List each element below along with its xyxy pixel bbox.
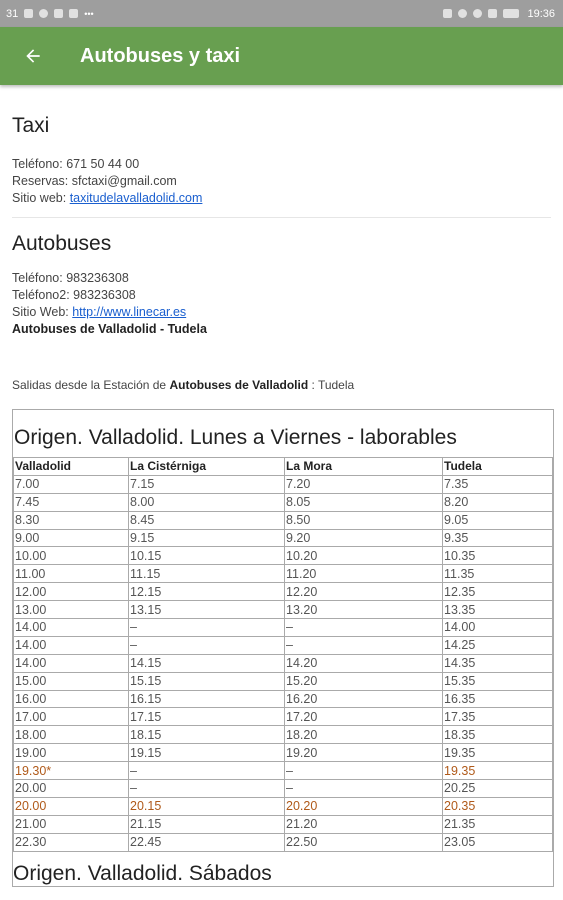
header-la-mora: La Mora (285, 458, 443, 476)
table-cell: 11.15 (129, 565, 285, 583)
table-cell: 19.35 (443, 762, 553, 780)
mail-icon (54, 9, 63, 18)
bus-web-label: Sitio Web: (12, 305, 69, 319)
table-row (14, 547, 553, 565)
table-row (14, 493, 553, 511)
table-cell: 8.45 (129, 511, 285, 529)
table-cell: 17.20 (285, 708, 443, 726)
table-cell: 7.00 (14, 475, 129, 493)
table-row (14, 762, 553, 780)
table-cell: 11.20 (285, 565, 443, 583)
table-cell: 11.00 (14, 565, 129, 583)
autobuses-title: Autobuses (12, 232, 112, 255)
taxi-info (12, 156, 551, 207)
table-cell: 20.00 (14, 780, 129, 798)
table-row (14, 636, 553, 654)
bus-phone2[interactable]: 983236308 (73, 288, 136, 302)
table-row (14, 690, 553, 708)
table-cell: 19.20 (285, 744, 443, 762)
table-cell: 10.20 (285, 547, 443, 565)
table-cell: 15.20 (285, 672, 443, 690)
bus-phone[interactable]: 983236308 (66, 271, 129, 285)
table-cell: – (129, 762, 285, 780)
header-la-cisterniga: La Cistérniga (129, 458, 285, 476)
table-cell: 7.35 (443, 475, 553, 493)
table-row (14, 511, 553, 529)
taxi-web-link[interactable]: taxitudelavalladolid.com (69, 191, 203, 205)
table-cell: 14.15 (129, 654, 285, 672)
table-cell: 18.00 (14, 726, 129, 744)
table-cell: 23.05 (443, 833, 553, 851)
table-cell: 14.20 (285, 654, 443, 672)
whatsapp-icon (39, 9, 48, 18)
bus-web-line (12, 304, 551, 321)
table-cell: – (129, 780, 285, 798)
table-cell: 19.00 (14, 744, 129, 762)
table-cell: 11.35 (443, 565, 553, 583)
battery-icon (503, 9, 519, 18)
table-cell: 21.00 (14, 815, 129, 833)
taxi-title: Taxi (12, 114, 50, 137)
table-row (14, 654, 553, 672)
table-row (14, 672, 553, 690)
table-cell: 8.20 (443, 493, 553, 511)
table-cell: – (129, 619, 285, 637)
table-row (14, 565, 553, 583)
main-content (0, 85, 563, 887)
bus-web-link[interactable]: http://www.linecar.es (72, 305, 187, 319)
next-schedule-title: Origen. Valladolid. Sábados (13, 861, 272, 885)
schedule-table-container (12, 409, 554, 887)
table-cell: 9.20 (285, 529, 443, 547)
table-row (14, 780, 553, 798)
table-row (14, 726, 553, 744)
table-cell: 17.00 (14, 708, 129, 726)
taxi-phone-line (12, 156, 551, 173)
bus-company: Autobuses de Valladolid - Tudela (12, 322, 207, 336)
table-cell: 12.20 (285, 583, 443, 601)
more-icon: ••• (84, 8, 94, 19)
table-cell: 14.00 (14, 636, 129, 654)
table-cell: 15.15 (129, 672, 285, 690)
table-cell: 17.35 (443, 708, 553, 726)
table-cell: 21.35 (443, 815, 553, 833)
table-cell: 12.00 (14, 583, 129, 601)
table-cell: 9.00 (14, 529, 129, 547)
table-row (14, 601, 553, 619)
mute-icon (443, 9, 452, 18)
alarm-icon (458, 9, 467, 18)
table-cell: 15.35 (443, 672, 553, 690)
table-cell: 22.30 (14, 833, 129, 851)
table-cell: – (129, 636, 285, 654)
table-row (14, 815, 553, 833)
table-cell: 13.35 (443, 601, 553, 619)
table-cell: 18.15 (129, 726, 285, 744)
table-cell: – (285, 762, 443, 780)
table-row (14, 708, 553, 726)
table-cell: 16.00 (14, 690, 129, 708)
table-cell: 18.20 (285, 726, 443, 744)
clock: 19:36 (527, 7, 555, 20)
taxi-phone[interactable]: 671 50 44 00 (66, 157, 140, 171)
table-cell: 21.20 (285, 815, 443, 833)
table-cell: 20.15 (129, 797, 285, 815)
wifi-icon (473, 9, 482, 18)
table-cell: 14.25 (443, 636, 553, 654)
table-cell: 16.35 (443, 690, 553, 708)
bus-phone2-line (12, 287, 551, 304)
table-cell: 20.20 (285, 797, 443, 815)
header-valladolid: Valladolid (14, 458, 129, 476)
table-cell: 19.35 (443, 744, 553, 762)
schedule-body (14, 475, 553, 851)
table-cell: 14.00 (443, 619, 553, 637)
table-cell: 14.35 (443, 654, 553, 672)
table-cell: 7.45 (14, 493, 129, 511)
table-cell: 10.00 (14, 547, 129, 565)
app-bar-title: Autobuses y taxi (80, 44, 241, 67)
table-cell: – (285, 636, 443, 654)
table-row (14, 744, 553, 762)
table-cell: – (285, 780, 443, 798)
table-cell: 13.00 (14, 601, 129, 619)
table-cell: 12.15 (129, 583, 285, 601)
divider (12, 217, 551, 218)
table-cell: 20.25 (443, 780, 553, 798)
table-cell: 19.15 (129, 744, 285, 762)
table-cell: 14.00 (14, 619, 129, 637)
bus-phone2-label: Teléfono2: (12, 288, 70, 302)
taxi-phone-label: Teléfono: (12, 157, 63, 171)
table-cell: 20.00 (14, 797, 129, 815)
notification-icon (24, 9, 33, 18)
app-bar (0, 27, 563, 85)
table-cell: 10.35 (443, 547, 553, 565)
table-cell: 21.15 (129, 815, 285, 833)
table-cell: 16.20 (285, 690, 443, 708)
table-cell: 12.35 (443, 583, 553, 601)
taxi-web-label: Sitio web: (12, 191, 67, 205)
table-cell: 19.30* (14, 762, 129, 780)
table-cell: 8.30 (14, 511, 129, 529)
table-cell: 8.05 (285, 493, 443, 511)
table-row (14, 797, 553, 815)
table-cell: – (285, 619, 443, 637)
schedule-table (13, 457, 553, 852)
table-cell: 8.00 (129, 493, 285, 511)
bus-phone-label: Teléfono: (12, 271, 63, 285)
header-tudela: Tudela (443, 458, 553, 476)
arrow-back-icon (23, 46, 43, 66)
table-cell: 9.35 (443, 529, 553, 547)
table-row (14, 583, 553, 601)
table-row (14, 619, 553, 637)
table-cell: 8.50 (285, 511, 443, 529)
salidas-text (12, 378, 551, 392)
table-cell: 18.35 (443, 726, 553, 744)
schedule-title: Origen. Valladolid. Lunes a Viernes - laborables (14, 426, 457, 449)
salidas-suffix: : Tudela (311, 378, 355, 392)
autobuses-info (12, 270, 551, 338)
table-row (14, 475, 553, 493)
table-cell: 22.45 (129, 833, 285, 851)
status-left (6, 8, 94, 20)
table-cell: 13.20 (285, 601, 443, 619)
status-left-text: 31 (6, 7, 19, 20)
taxi-email[interactable]: sfctaxi@gmail.com (71, 174, 177, 188)
table-cell: 7.20 (285, 475, 443, 493)
table-cell: 9.15 (129, 529, 285, 547)
salidas-bold: Autobuses de Valladolid (169, 378, 309, 392)
table-cell: 20.35 (443, 797, 553, 815)
schedule-header-row (14, 458, 553, 476)
image-icon (69, 9, 78, 18)
taxi-reservas-label: Reservas: (12, 174, 69, 188)
status-right (443, 8, 555, 20)
table-cell: 14.00 (14, 654, 129, 672)
table-cell: 16.15 (129, 690, 285, 708)
table-cell: 15.00 (14, 672, 129, 690)
table-cell: 10.15 (129, 547, 285, 565)
table-row (14, 529, 553, 547)
taxi-web-line (12, 190, 551, 207)
table-cell: 17.15 (129, 708, 285, 726)
table-cell: 22.50 (285, 833, 443, 851)
salidas-prefix: Salidas desde la Estación de (12, 378, 167, 392)
bus-phone-line (12, 270, 551, 287)
table-cell: 7.15 (129, 475, 285, 493)
table-cell: 13.15 (129, 601, 285, 619)
taxi-reservas-line (12, 173, 551, 190)
status-bar (0, 0, 563, 27)
back-button[interactable] (0, 46, 66, 66)
signal-icon (488, 9, 497, 18)
table-row (14, 833, 553, 851)
table-cell: 9.05 (443, 511, 553, 529)
